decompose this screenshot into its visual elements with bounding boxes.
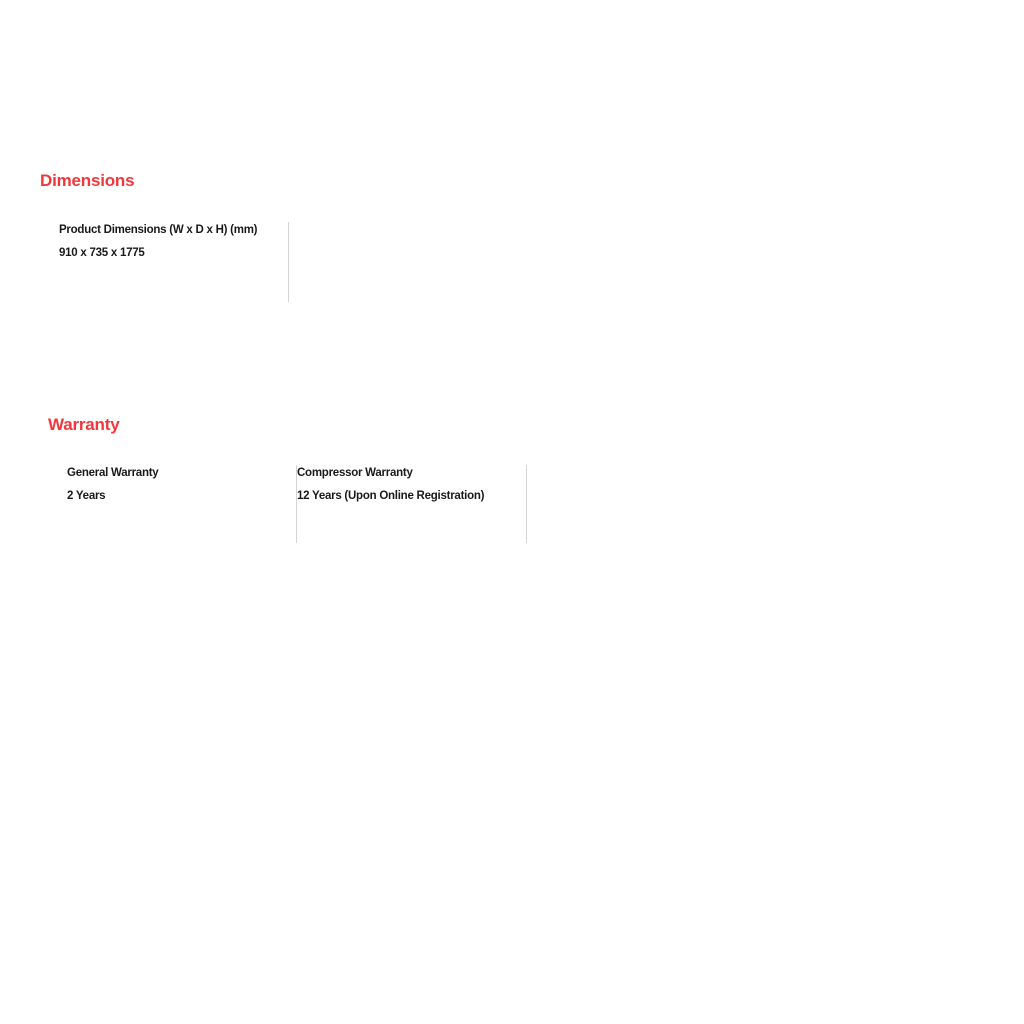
spec-value: 2 Years: [67, 490, 106, 502]
section-dimensions: [40, 170, 740, 302]
spec-cell-product-dimensions: [59, 222, 289, 302]
spec-cell-general-warranty: [67, 465, 297, 543]
spec-row: [67, 465, 748, 543]
spec-label: Compressor Warranty: [297, 467, 413, 479]
spec-label: General Warranty: [67, 467, 159, 479]
spec-value: 910 x 735 x 1775: [59, 247, 145, 259]
spec-value: 12 Years (Upon Online Registration): [297, 490, 485, 502]
section-title-warranty: Warranty: [48, 415, 120, 434]
spec-row: [59, 222, 740, 302]
section-warranty: [48, 414, 748, 543]
section-title-dimensions: Dimensions: [40, 171, 135, 190]
spec-cell-compressor-warranty: [297, 465, 527, 543]
spec-label: Product Dimensions (W x D x H) (mm): [59, 224, 258, 236]
